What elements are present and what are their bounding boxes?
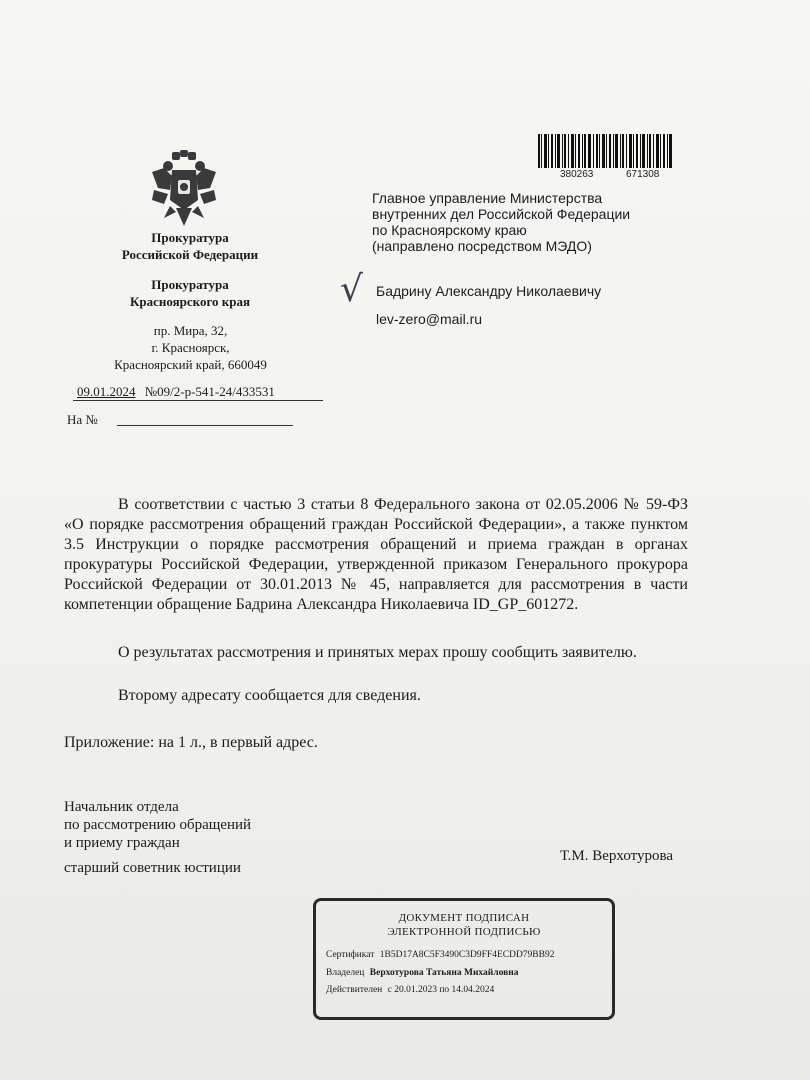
owner-value: Верхотурова Татьяна Михайловна xyxy=(369,968,519,978)
recipient-line: Главное управление Министерства xyxy=(372,190,603,206)
barcode-number-left: 380263 xyxy=(560,169,594,180)
org-region-line: Прокуратура xyxy=(151,277,229,292)
body-paragraph-2: О результатах рассмотрения и принятых мерах прошу сообщить заявителю. xyxy=(118,644,637,661)
org-main-line: Российской Федерации xyxy=(121,247,259,262)
validity-value: с 20.01.2023 по 14.04.2024 xyxy=(387,985,495,995)
org-main xyxy=(100,229,280,263)
double-headed-eagle-emblem-icon xyxy=(150,150,218,226)
org-region xyxy=(100,276,280,310)
attachment-line: Приложение: на 1 л., в первый адрес. xyxy=(64,734,318,751)
stamp-certificate xyxy=(326,949,612,962)
electronic-signature-stamp xyxy=(313,898,615,1020)
position-line: по рассмотрению обращений xyxy=(64,817,252,833)
registration-line xyxy=(73,384,323,401)
validity-label: Действителен xyxy=(326,985,383,995)
body-paragraph-3: Второму адресату сообщается для сведения. xyxy=(118,687,421,704)
org-address xyxy=(88,322,293,373)
registration-number: №09/2-р-541-24/433531 xyxy=(144,384,275,399)
stamp-owner xyxy=(326,967,612,980)
registration-date: 09.01.2024 xyxy=(77,384,136,399)
reference-line xyxy=(67,412,293,428)
stamp-validity xyxy=(326,984,612,997)
org-region-line: Красноярского края xyxy=(129,294,251,309)
certificate-value: 1B5D17A8C5F3490C3D9FF4ECDD79BB92 xyxy=(379,950,555,960)
address-line: г. Красноярск, xyxy=(151,340,230,355)
barcode-bars-icon xyxy=(538,134,674,168)
owner-label: Владелец xyxy=(326,968,365,978)
address-line: Красноярский край, 660049 xyxy=(114,357,267,372)
position-line: Начальник отдела xyxy=(64,799,179,815)
recipient-line: по Красноярскому краю xyxy=(372,222,527,238)
handwritten-checkmark: √ xyxy=(340,269,363,310)
stamp-title-line: ЭЛЕКТРОННОЙ ПОДПИСЬЮ xyxy=(387,926,541,938)
signer-name: Т.М. Верхотурова xyxy=(560,848,674,864)
reference-label: На № xyxy=(67,412,98,427)
recipient-line: внутренних дел Российской Федерации xyxy=(372,206,631,222)
recipient-line: (направлено посредством МЭДО) xyxy=(372,238,592,254)
certificate-label: Сертификат xyxy=(326,950,375,960)
stamp-title-line: ДОКУМЕНТ ПОДПИСАН xyxy=(398,912,530,924)
reference-blank xyxy=(117,425,293,426)
org-main-line: Прокуратура xyxy=(151,230,229,245)
stamp-title xyxy=(316,911,612,939)
signer-position xyxy=(64,798,251,852)
signer-rank: старший советник юстиции xyxy=(64,860,241,876)
primary-recipient xyxy=(372,190,672,254)
body-paragraph-1: В соответствии с частью 3 статьи 8 Федерального закона от 02.05.2006 № 59-ФЗ «О порядке рассмотрения обращений граждан Российской Федерации», а также пунктом 3.5 Инструкции о порядке рассмотрения обращений и приема граждан в органах прокуратуры Российской Федерации, утвержденной приказом Генерального прокурора Российской Федерации от 30.01.2013 № 45, направляется для рассмотрения в части компетенции обращение Бадрина Александра Николаевича ID_GP_601272. xyxy=(64,496,688,613)
secondary-recipient-name: Бадрину Александру Николаевичу xyxy=(376,283,602,299)
secondary-recipient-email: lev-zero@mail.ru xyxy=(376,311,483,327)
barcode xyxy=(538,134,674,182)
barcode-number-right: 671308 xyxy=(626,169,660,180)
position-line: и приему граждан xyxy=(64,835,180,851)
address-line: пр. Мира, 32, xyxy=(153,323,228,338)
